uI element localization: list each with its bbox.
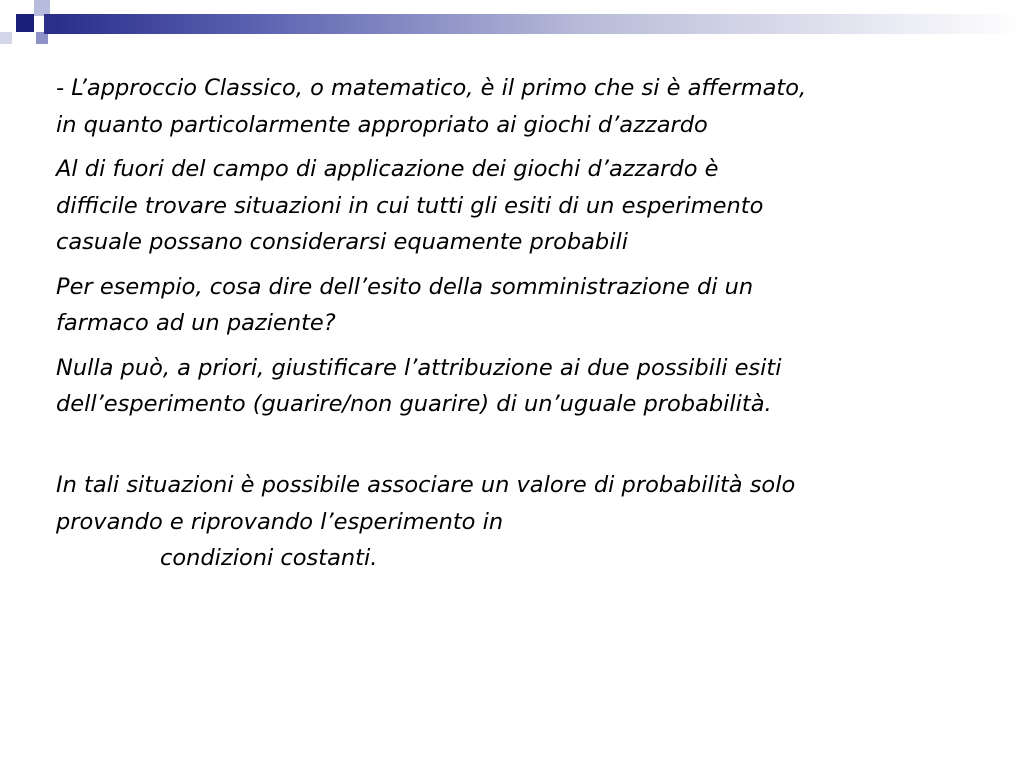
header-gradient-bar <box>56 14 1024 34</box>
decorative-square <box>0 32 12 44</box>
paragraph: Per esempio, cosa dire dell’esito della somministrazione di un farmaco ad un paziente? <box>56 273 754 336</box>
paragraph: Al di fuori del campo di applicazione dei giochi d’azzardo è difficile trovare situazioni in cui tutti gli esiti di un esperimento casuale possano considerarsi equamente probabili <box>56 156 764 255</box>
paragraph-continuation: condizioni costanti. <box>160 545 378 571</box>
paragraph-last <box>56 431 986 614</box>
paragraph: Nulla può, a priori, giustificare l’attribuzione ai due possibili esiti dell’esperimento (guarire/non guarire) di un’uguale probabilità. <box>56 354 782 417</box>
slide-body <box>56 70 986 621</box>
decorative-square <box>16 14 34 32</box>
paragraph-text: In tali situazioni è possibile associare un valore di probabilità solo provando e riprovando l’esperimento in <box>56 472 796 535</box>
paragraph: - L’approccio Classico, o matematico, è il primo che si è affermato, in quanto particolarmente appropriato ai giochi d’azzardo <box>56 75 807 138</box>
